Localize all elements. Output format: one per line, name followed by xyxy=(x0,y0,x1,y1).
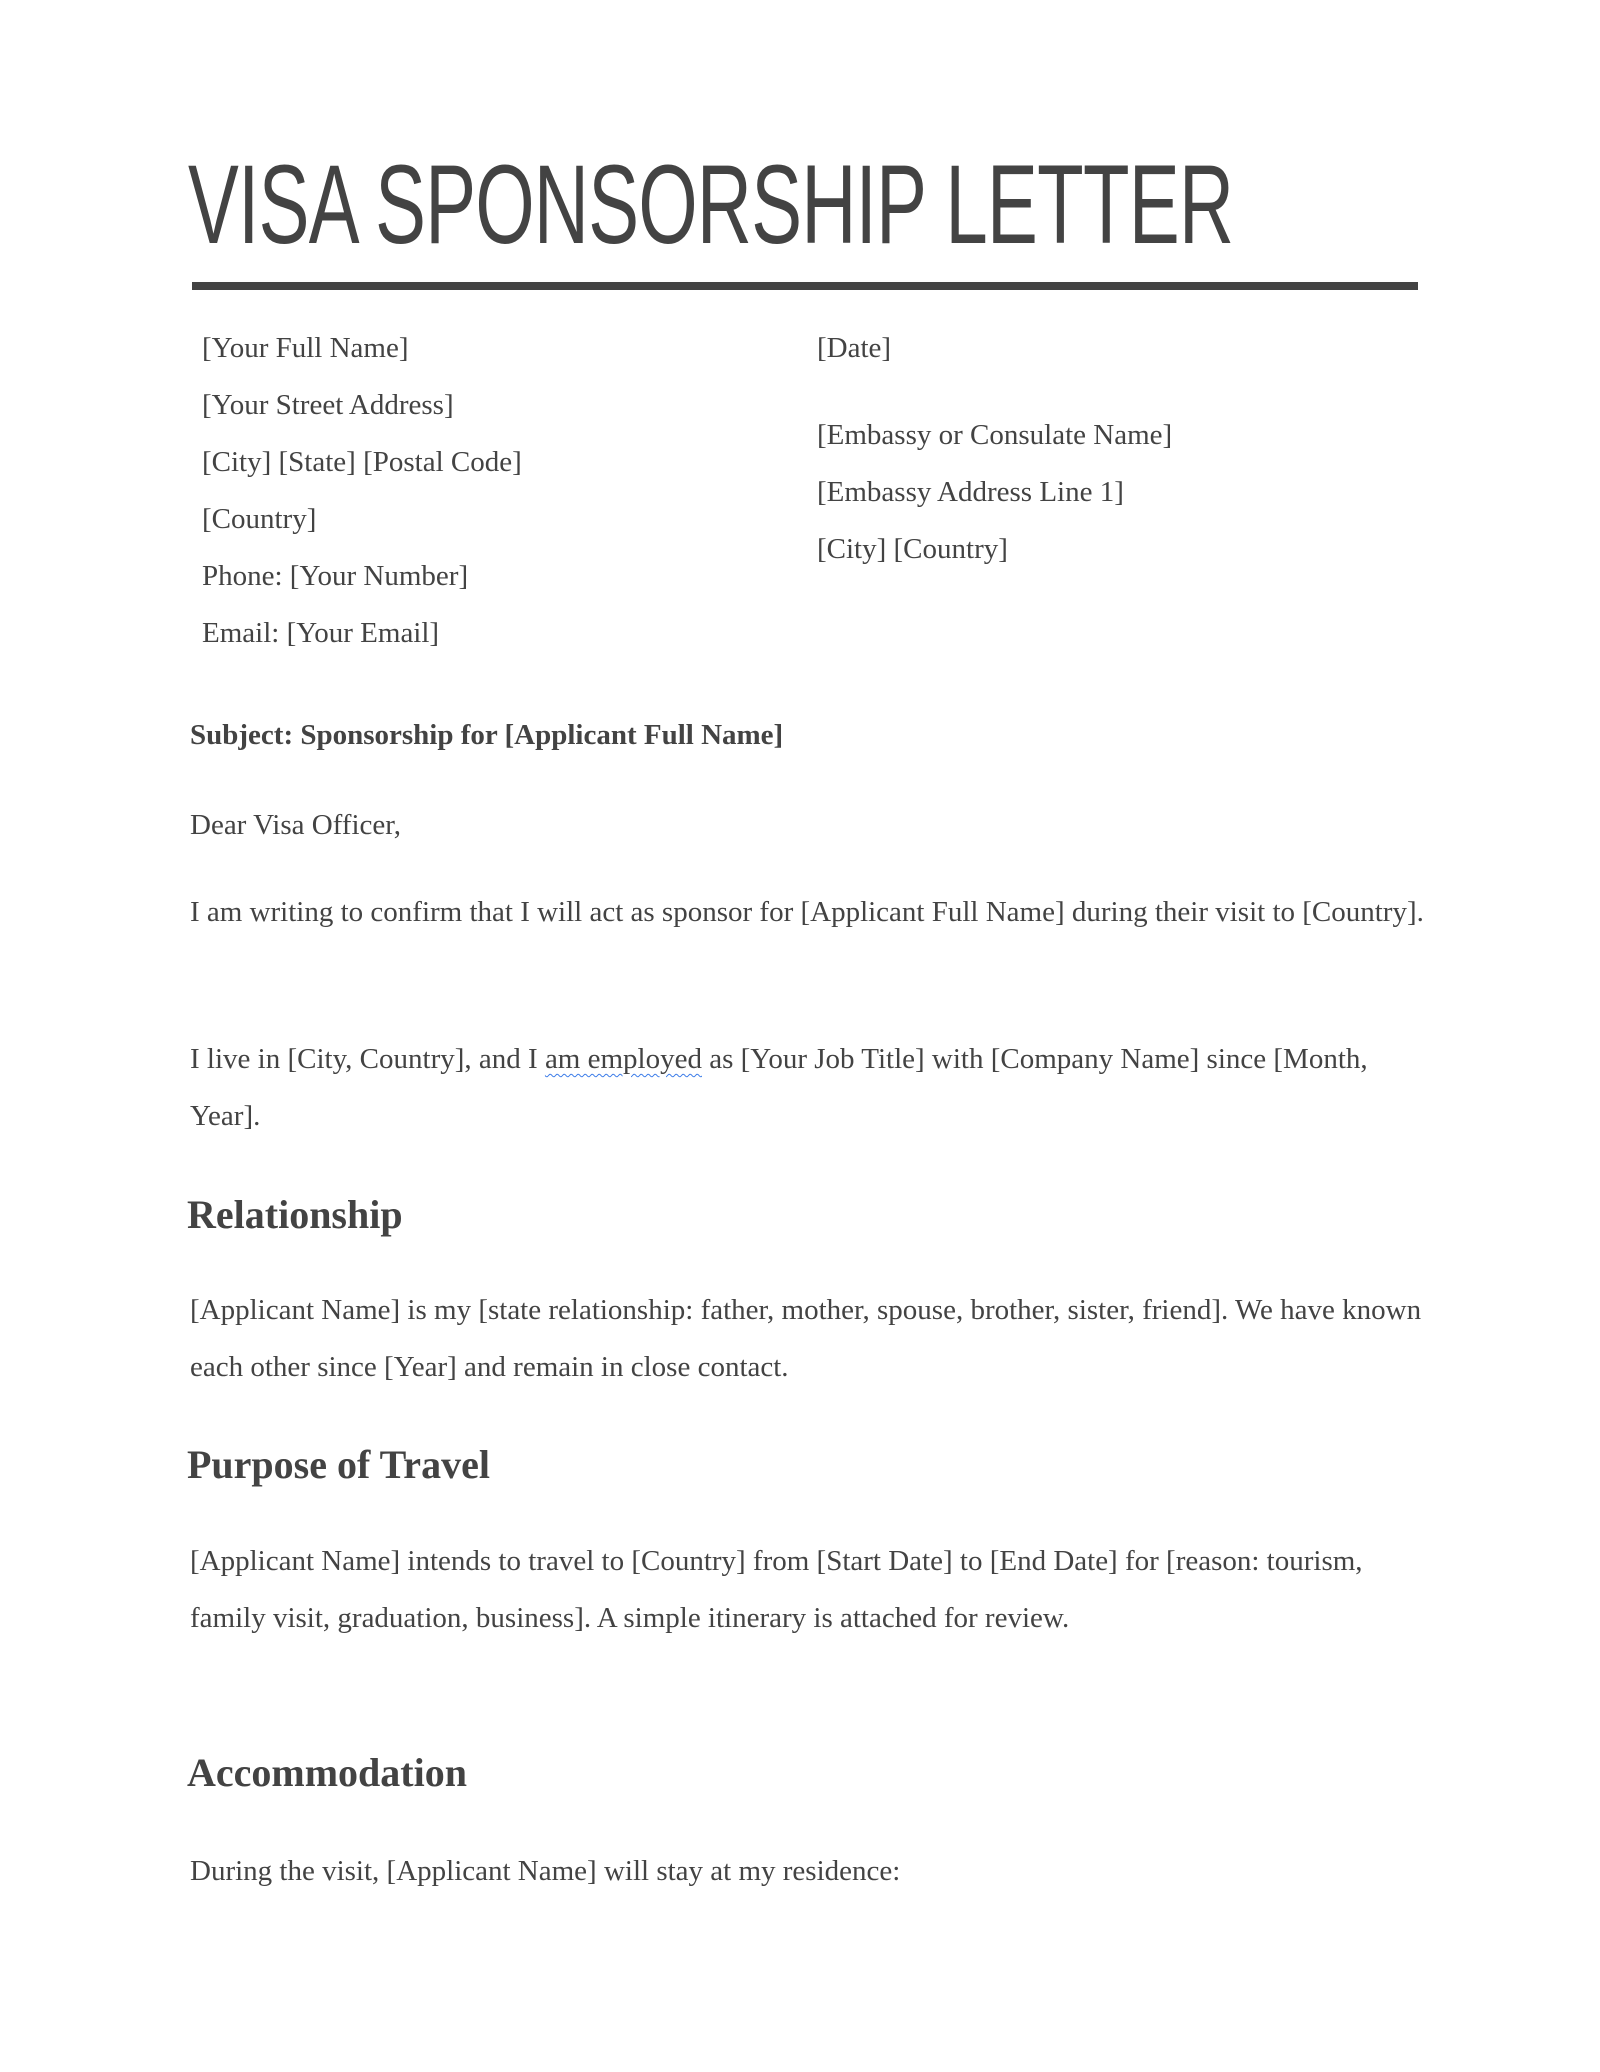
section-heading-relationship: Relationship xyxy=(187,1192,403,1237)
sender-email: Email: [Your Email] xyxy=(202,617,440,649)
document-title: VISA SPONSORSHIP LETTER xyxy=(188,142,1234,267)
subject-line: Subject: Sponsorship for [Applicant Full Name] xyxy=(190,719,784,751)
grammar-flagged-text[interactable]: am employed xyxy=(544,1043,702,1075)
salutation: Dear Visa Officer, xyxy=(190,809,402,841)
relationship-paragraph: [Applicant Name] is my [state relationship: father, mother, spouse, brother, sister, friend]. We have known each other since [Year] and remain in close contact. xyxy=(190,1294,1422,1383)
recipient-city-line: [City] [Country] xyxy=(817,533,1008,565)
recipient-address-line-1: [Embassy Address Line 1] xyxy=(817,476,1124,508)
letter-date: [Date] xyxy=(817,332,892,364)
sender-country: [Country] xyxy=(202,503,317,535)
spacer xyxy=(817,377,1172,407)
employment-text: I live in [City, Country], and I xyxy=(190,1043,545,1075)
sender-address-block xyxy=(202,320,522,662)
sender-city-line: [City] [State] [Postal Code] xyxy=(202,446,522,478)
sender-street: [Your Street Address] xyxy=(202,389,454,421)
accommodation-paragraph: During the visit, [Applicant Name] will stay at my residence: xyxy=(190,1855,901,1887)
employment-paragraph xyxy=(190,1031,1430,1145)
section-heading-accommodation: Accommodation xyxy=(187,1750,467,1795)
recipient-name: [Embassy or Consulate Name] xyxy=(817,419,1173,451)
sender-name: [Your Full Name] xyxy=(202,332,409,364)
recipient-address-block xyxy=(817,320,1172,578)
purpose-paragraph: [Applicant Name] intends to travel to [Country] from [Start Date] to [End Date] for [reason: tourism, family visit, graduation, business]. A simple itinerary is attached for review. xyxy=(190,1545,1363,1634)
employment-text: as [Your Job Title] with [Company Name] since [Month, Year]. xyxy=(190,1043,1368,1132)
title-divider xyxy=(192,282,1418,290)
intro-paragraph: I am writing to confirm that I will act as sponsor for [Applicant Full Name] during their visit to [Country]. xyxy=(190,896,1424,928)
sender-phone: Phone: [Your Number] xyxy=(202,560,469,592)
section-heading-purpose: Purpose of Travel xyxy=(187,1442,490,1487)
